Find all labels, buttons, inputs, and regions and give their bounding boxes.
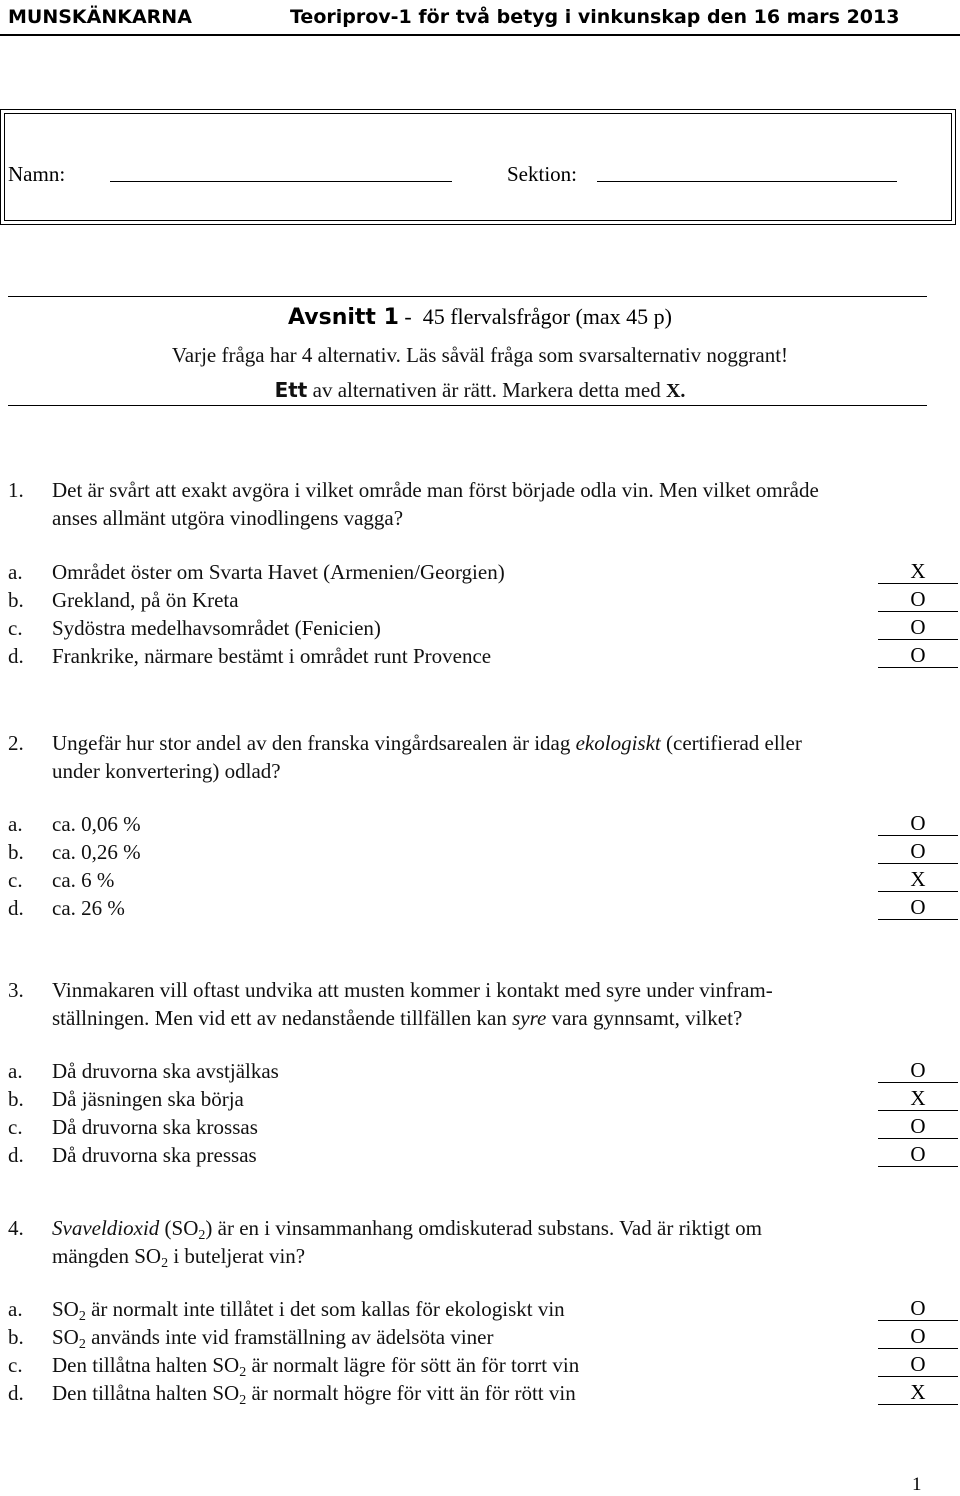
answer-mark[interactable]: O [878, 615, 958, 640]
answer-mark[interactable]: X [878, 1086, 958, 1111]
answer-letter: a. [8, 560, 23, 584]
answer-mark[interactable]: O [878, 1142, 958, 1167]
answer-letter: a. [8, 1059, 23, 1083]
answer-letter: b. [8, 588, 24, 612]
answer-mark[interactable]: O [878, 1324, 958, 1349]
answer-letter: b. [8, 840, 24, 864]
answer-text: ca. 26 % [52, 896, 125, 920]
answer-text: Då druvorna ska avstjälkas [52, 1059, 279, 1083]
answer-letter: c. [8, 868, 23, 892]
question-1-number: 1. [8, 478, 24, 502]
answer-text: Då druvorna ska pressas [52, 1143, 257, 1167]
section-title-rest: - 45 flervalsfrågor (max 45 p) [398, 304, 672, 329]
question-3-number: 3. [8, 978, 24, 1002]
answer-mark[interactable]: X [878, 1380, 958, 1405]
answer-text: $SO_2$ är normalt inte tillåtet i det som kallas för ekologiskt vin [52, 1297, 565, 1324]
question-3-text-1: Vinmakaren vill oftast undvika att musten kommer i kontakt med syre under vinfram- [52, 978, 773, 1002]
answer-letter: d. [8, 896, 24, 920]
instruction-bold: Ett [274, 378, 308, 402]
instruction-mark: X. [665, 380, 686, 402]
answer-text: Den tillåtna halten $SO_2$ är normalt lägre för sött än för torrt vin [52, 1353, 580, 1380]
answer-letter: b. [8, 1325, 24, 1349]
answer-letter: b. [8, 1087, 24, 1111]
section-top-rule [8, 296, 927, 297]
answer-mark[interactable]: O [878, 811, 958, 836]
header-rule [0, 34, 960, 36]
question-2-number: 2. [8, 731, 24, 755]
answer-mark[interactable]: O [878, 1352, 958, 1377]
question-4-text-2: mängden $SO_2$ i buteljerat vin? [52, 1244, 306, 1271]
answer-mark[interactable]: X [878, 867, 958, 892]
question-2-text-1: Ungefär hur stor andel av den franska vingårdsarealen är idag ekologiskt (certifierad eller [52, 731, 802, 755]
answer-text: ca. 6 % [52, 868, 115, 892]
section-title-bold: Avsnitt 1 [288, 305, 399, 330]
answer-text: Då druvorna ska krossas [52, 1115, 258, 1139]
answer-letter: d. [8, 1381, 24, 1405]
answer-letter: c. [8, 616, 23, 640]
section-label: Sektion: [507, 162, 578, 186]
answer-text: Området öster om Svarta Havet (Armenien/Georgien) [52, 560, 505, 584]
answer-text: $SO_2$ används inte vid framställning av ädelsöta viner [52, 1325, 494, 1352]
answer-letter: d. [8, 644, 24, 668]
question-4-number: 4. [8, 1216, 24, 1240]
section-instruction-2 [0, 378, 960, 403]
answer-text: ca. 0,26 % [52, 840, 141, 864]
answer-mark[interactable]: O [878, 1058, 958, 1083]
answer-letter: a. [8, 1297, 23, 1321]
question-1-text-1: Det är svårt att exakt avgöra i vilket område man först började odla vin. Men vilket område [52, 478, 819, 502]
name-field[interactable] [110, 181, 452, 182]
answer-mark[interactable]: X [878, 559, 958, 584]
answer-mark[interactable]: O [878, 895, 958, 920]
answer-letter: c. [8, 1353, 23, 1377]
header-title: Teoriprov-1 för två betyg i vinkunskap den 16 mars 2013 [290, 6, 900, 28]
question-3-text-2: ställningen. Men vid ett av nedanstående tillfällen kan syre vara gynnsamt, vilket? [52, 1006, 743, 1030]
answer-text: ca. 0,06 % [52, 812, 141, 836]
header-org: MUNSKÄNKARNA [8, 6, 192, 28]
answer-letter: c. [8, 1115, 23, 1139]
answer-text: Den tillåtna halten $SO_2$ är normalt högre för vitt än för rött vin [52, 1381, 576, 1408]
name-section-box [0, 109, 956, 225]
answer-mark[interactable]: O [878, 587, 958, 612]
page-number: 1 [912, 1474, 922, 1495]
answer-letter: a. [8, 812, 23, 836]
answer-mark[interactable]: O [878, 1296, 958, 1321]
section-instruction-1: Varje fråga har 4 alternativ. Läs såväl fråga som svarsalternativ noggrant! [171, 343, 789, 367]
answer-text: Frankrike, närmare bestämt i området runt Provence [52, 644, 492, 668]
answer-text: Då jäsningen ska börja [52, 1087, 244, 1111]
answer-text: Sydöstra medelhavsområdet (Fenicien) [52, 616, 381, 640]
answer-mark[interactable]: O [878, 839, 958, 864]
section-title [0, 304, 960, 330]
question-4-text-1: Svaveldioxid $(SO_2)$ är en i vinsammanhang omdiskuterad substans. Vad är riktigt om [52, 1216, 762, 1243]
instruction-rest: av alternativen är rätt. Markera detta med [307, 378, 666, 402]
answer-mark[interactable]: O [878, 643, 958, 668]
question-1-text-2: anses allmänt utgöra vinodlingens vagga? [52, 506, 404, 530]
answer-letter: d. [8, 1143, 24, 1167]
section-bottom-rule [8, 405, 927, 406]
answer-text: Grekland, på ön Kreta [52, 588, 239, 612]
section-field[interactable] [597, 181, 897, 182]
question-2-text-2: under konvertering) odlad? [52, 759, 281, 783]
answer-mark[interactable]: O [878, 1114, 958, 1139]
name-label: Namn: [8, 162, 66, 186]
